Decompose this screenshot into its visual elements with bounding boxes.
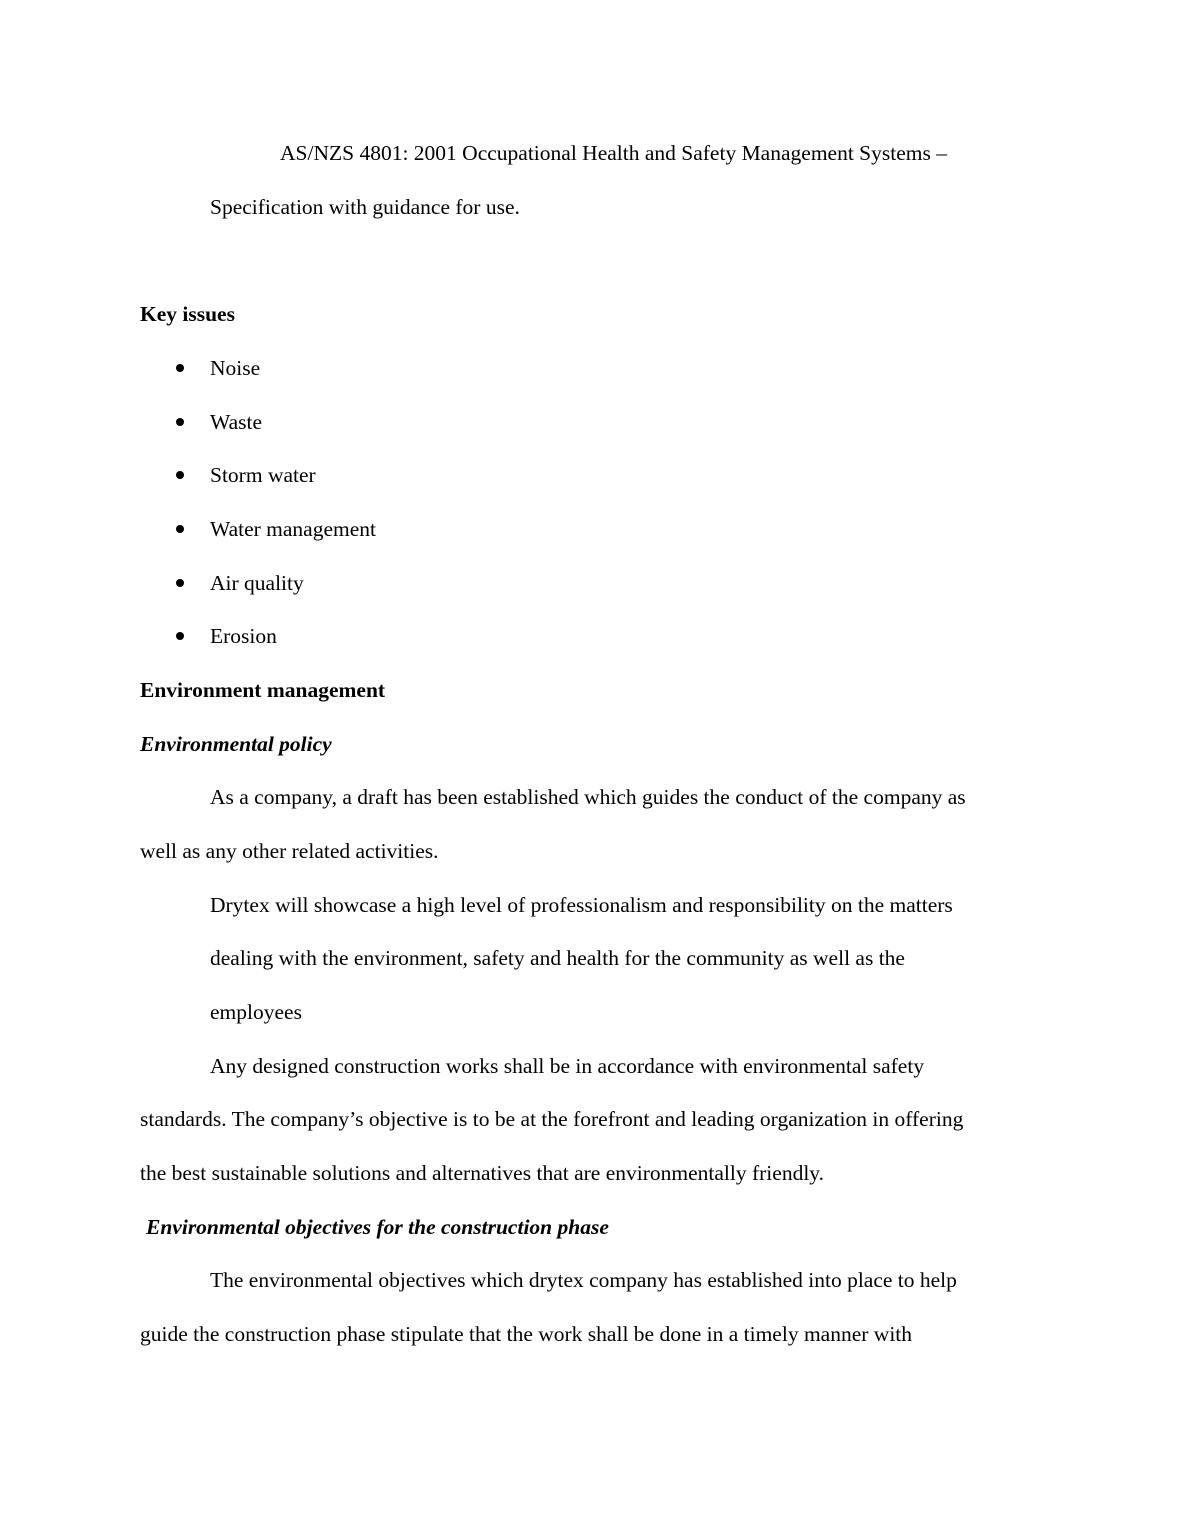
objectives-paragraph-line-2: guide the construction phase stipulate that the work shall be done in a timely manner with — [140, 1322, 913, 1346]
bullet-icon — [176, 364, 184, 372]
bullet-icon — [176, 471, 184, 479]
bullet-icon — [176, 525, 184, 533]
policy-paragraph-2-line-3: the best sustainable solutions and alternatives that are environmentally friendly. — [140, 1161, 825, 1185]
list-item: Storm water — [210, 463, 316, 487]
policy-quote-line-3: employees — [210, 1000, 302, 1024]
list-item: Waste — [210, 410, 262, 434]
list-item: Air quality — [210, 571, 304, 595]
bullet-icon — [176, 632, 184, 640]
objectives-paragraph-line-1: The environmental objectives which drytex company has established into place to help — [210, 1268, 957, 1292]
reference-title-line-1: AS/NZS 4801: 2001 Occupational Health and Safety Management Systems – — [280, 141, 947, 165]
list-item: Erosion — [210, 624, 277, 648]
bullet-icon — [176, 418, 184, 426]
policy-paragraph-1-line-1: As a company, a draft has been established which guides the conduct of the company as — [210, 785, 966, 809]
key-issues-heading: Key issues — [140, 302, 235, 326]
list-item: Water management — [210, 517, 377, 541]
environmental-policy-heading: Environmental policy — [140, 732, 332, 756]
environment-management-heading: Environment management — [140, 678, 386, 702]
list-item: Noise — [210, 356, 261, 380]
environmental-objectives-heading: Environmental objectives for the construction phase — [146, 1215, 609, 1239]
bullet-icon — [176, 579, 184, 587]
policy-paragraph-2-line-1: Any designed construction works shall be in accordance with environmental safety — [210, 1054, 925, 1078]
policy-paragraph-1-line-2: well as any other related activities. — [140, 839, 439, 863]
policy-paragraph-2-line-2: standards. The company’s objective is to be at the forefront and leading organization in offering — [140, 1107, 964, 1131]
reference-title-line-2: Specification with guidance for use. — [210, 195, 520, 219]
policy-quote-line-1: Drytex will showcase a high level of professionalism and responsibility on the matters — [210, 893, 953, 917]
policy-quote-line-2: dealing with the environment, safety and health for the community as well as the — [210, 946, 905, 970]
